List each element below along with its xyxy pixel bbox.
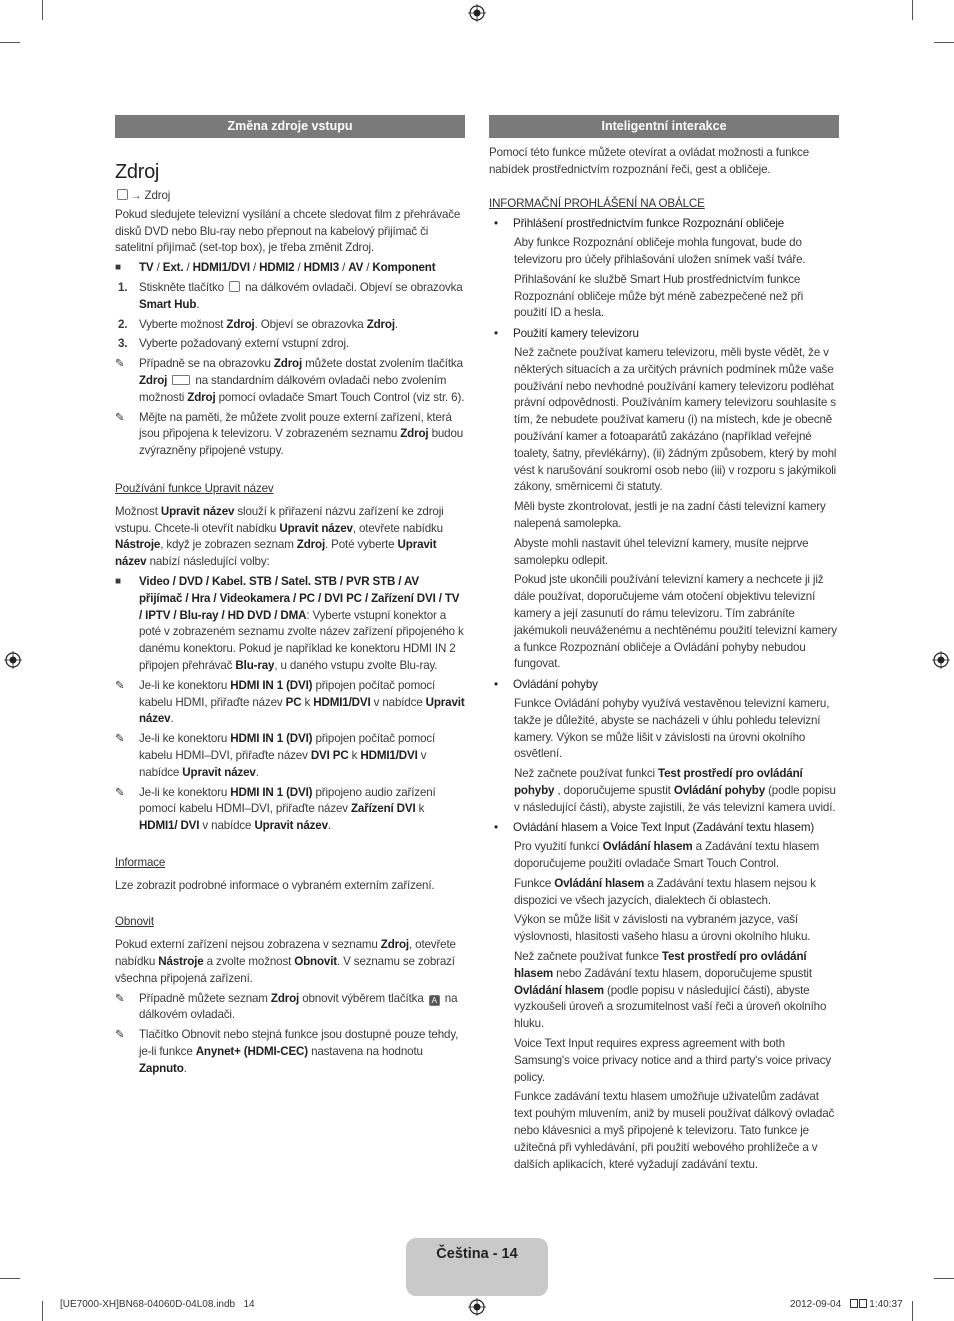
- note-pencil-icon: ✎: [115, 785, 125, 799]
- crop-mark: [912, 1301, 913, 1321]
- bullet-icon: •: [494, 217, 498, 231]
- face-login-p1: Aby funkce Rozpoznání obličeje mohla fungovat, bude do televizoru pro účely přihlašování uložen snímek vaší tváře.: [514, 236, 806, 266]
- clock-glyph-icon: [850, 1299, 858, 1308]
- note-3: ✎ Je-li ke konektoru HDMI IN 1 (DVI) připojen počítač pomocí kabelu HDMI, přiřaďte název PC k HDMI1/DVI v nabídce Upravit název.: [115, 678, 465, 726]
- crop-mark: [0, 1278, 20, 1279]
- voice-control-p2: Funkce Ovládání hlasem a Zadávání textu hlasem nejsou k dispozici ve všech jazycích, dialektech či oblastech.: [514, 876, 816, 907]
- sources-list-item: ■ TV / Ext. / HDMI1/DVI / HDMI2 / HDMI3 / AV / Komponent: [115, 260, 465, 277]
- menu-path: → Zdroj: [115, 188, 465, 205]
- registration-mark-icon: [468, 4, 486, 22]
- note-4: ✎ Je-li ke konektoru HDMI IN 1 (DVI) připojen počítač pomocí kabelu HDMI–DVI, přiřaďte název DVI PC k HDMI1/DVI v nabídce Upravit název.: [115, 732, 436, 779]
- step-3: 3. Vyberte požadovaný externí vstupní zdroj.: [118, 337, 349, 351]
- crop-mark: [912, 0, 913, 20]
- bullet-voice-control: • Ovládání hlasem a Voice Text Input (Zadávání textu hlasem): [489, 820, 839, 837]
- note-6: ✎ Případně můžete seznam Zdroj obnovit výběrem tlačítka A na dálkovém ovladači.: [115, 991, 458, 1022]
- voice-control-p3: Výkon se může lišit v závislosti na vybraném jazyce, vaší výslovnosti, hlasitosti vašeho hlasu a úrovni okolního hluku.: [514, 913, 811, 944]
- crop-mark: [934, 1278, 954, 1279]
- registration-mark-icon: [932, 651, 950, 669]
- info-heading: Informace: [115, 855, 166, 869]
- motion-control-p2: Než začnete používat funkci Test prostředí pro ovládání pohyby , doporučujeme spustit Ovládání pohyby (podle popisu v následující části), abyste zajistili, že vás televizní kamera uvidí.: [514, 767, 836, 814]
- bullet-icon: •: [494, 678, 498, 692]
- device-list-item: ■ Video / DVD / Kabel. STB / Satel. STB / PVR STB / AV přijímač / Hra / Videokamera / PC / DVI PC / Zařízení DVI / TV / IPTV / Blu-ray / HD DVD / DMA: Vyberte vstupní konektor a poté v zobrazeném seznamu zvolte název zařízení připojeného k danému konektoru. Pokud je například ke konektoru HDMI IN 2 připojen přehrávač Blu-ray, u daného vstupu zvolte Blu-ray.: [115, 574, 464, 672]
- note-pencil-icon: ✎: [115, 357, 125, 371]
- bullet-icon: •: [494, 327, 498, 341]
- source-key-icon: [172, 375, 190, 385]
- tv-camera-p2: Měli byste zkontrolovat, jestli je na zadní části televizní kamery nalepená samolepka.: [514, 500, 826, 530]
- print-timestamp: 2012-09-04 1:40:37: [790, 1299, 903, 1310]
- info-text: Lze zobrazit podrobné informace o vybraném externím zařízení.: [115, 878, 435, 892]
- bullet-face-login: • Přihlášení prostřednictvím funkce Rozpoznání obličeje: [489, 216, 839, 233]
- voice-control-p6: Funkce zadávání textu hlasem umožňuje uživatelům zadávat text pouhým mluvením, aniž by museli používat dálkový ovladač nebo klávesnici a myš připojené k televizoru. Tato funkce je užitečná při vyhledávání, při použití webového prohlížeče a v dalších aplikacích, které vyžadují zadávání textu.: [514, 1090, 835, 1171]
- note-pencil-icon: ✎: [115, 991, 125, 1005]
- registration-mark-icon: [4, 651, 22, 669]
- voice-control-p4: Než začnete používat funkce Test prostředí pro ovládání hlasem nebo Zadávání textu hlasem, doporučujeme spustit Ovládání hlasem (podle popisu v následující části), abyste vyzkoušeli úroveň a srozumitelnost vaší řeči a úroveň okolního hluku.: [514, 950, 827, 1031]
- tv-camera-p1: Než začnete používat kameru televizoru, měli byste vědět, že v některých situacích a za určitých právních podmínek může vaše používání nebo nevhodné používání kamery televizoru podléhat právní odpovědnosti. Používáním kamery televizoru souhlasíte s tím, že nebudete používat kameru (i) na místech, kde je obecně používání kamer a fotoaparátů zakázáno (například veřejné toalety, šatny, převlékárny), (ii) žádným způsobem, který by mohl vést k narušování soukromí osob nebo (iii) v rozporu s jakýmikoli zákony, směrnicemi či statuty.: [514, 345, 837, 494]
- bullet-icon: •: [494, 821, 498, 835]
- refresh-heading: Obnovit: [115, 915, 154, 929]
- left-column: [115, 115, 465, 1081]
- voice-control-p1: Pro využití funkcí Ovládání hlasem a Zadávání textu hlasem doporučujeme použití ovladače Smart Touch Control.: [514, 840, 820, 871]
- file-info: [UE7000-XH]BN68-04060D-04L08.indb 14: [60, 1299, 255, 1310]
- edit-name-heading: Používání funkce Upravit název: [115, 481, 274, 495]
- voice-control-p5: Voice Text Input requires express agreement with both Samsung's voice privacy notice and a third party's voice privacy policy.: [514, 1037, 832, 1084]
- refresh-text: Pokud externí zařízení nejsou zobrazena v seznamu Zdroj, otevřete nabídku Nástroje a zvolte možnost Obnovit. V seznamu se zobrazí všechna připojená zařízení.: [115, 938, 456, 985]
- disclosure-heading: INFORMAČNÍ PROHLÁŠENÍ NA OBÁLCE: [489, 196, 705, 210]
- clock-glyph-icon: [859, 1299, 867, 1308]
- note-1: ✎ Případně se na obrazovku Zdroj můžete dostat zvolením tlačítka Zdroj na standardním dálkovém ovladači nebo zvolením možnosti Zdroj pomocí ovladače Smart Touch Control (viz str. 6).: [115, 357, 465, 404]
- note-2: ✎ Mějte na paměti, že můžete zvolit pouze externí zařízení, která jsou připojena k televizoru. V zobrazeném seznamu Zdroj budou zvýrazněny připojené vstupy.: [115, 410, 464, 458]
- smart-interaction-intro: Pomocí této funkce můžete otevírat a ovládat možnosti a funkce nabídek prostřednictvím rozpoznání řeči, gest a obličeje.: [489, 146, 810, 176]
- step-2: 2. Vyberte možnost Zdroj. Objeví se obrazovka Zdroj.: [118, 317, 398, 331]
- page-title: Zdroj: [115, 161, 160, 183]
- step-1: 1. Stiskněte tlačítko na dálkovém ovladači. Objeví se obrazovka Smart Hub.: [118, 280, 463, 311]
- note-pencil-icon: ✎: [115, 732, 125, 746]
- tv-camera-p3: Abyste mohli nastavit úhel televizní kamery, musíte nejprve samolepku odlepit.: [514, 536, 809, 567]
- bullet-tv-camera: • Použití kamery televizoru: [489, 326, 839, 343]
- registration-mark-icon: [468, 1298, 486, 1316]
- menu-key-icon: [117, 189, 128, 200]
- tv-camera-p4: Pokud jste ukončili používání televizní kamery a nechcete ji již dále používat, doporučujeme vám otočení objektivu televizní kamery a její zasunutí do rámu televizoru. Tím zabráníte jakémukoli neuváženému a nechtěnému použití televizní kamery a funkce Rozpoznání obličeje a Ovládání pohyby nebudou fungovat.: [514, 573, 837, 671]
- crop-mark: [42, 1301, 43, 1321]
- note-pencil-icon: ✎: [115, 1028, 125, 1042]
- crop-mark: [42, 0, 43, 20]
- intro-paragraph: Pokud sledujete televizní vysílání a chcete sledovat film z přehrávače disků DVD nebo Blu-ray nebo přepnout na kabelový přijímač či satelitní přijímač (set-top box), je třeba změnit Zdroj.: [115, 207, 461, 255]
- square-bullet-icon: ■: [115, 575, 121, 587]
- edit-name-intro: Možnost Upravit název slouží k přiřazení názvu zařízení ke zdroji vstupu. Chcete-li otevřít nabídku Upravit název, otevřete nabídku Nástroje, když je zobrazen seznam Zdroj. Poté vyberte Upravit název nabízí následující volby:: [115, 504, 444, 569]
- menu-key-icon: [229, 281, 240, 292]
- note-5: ✎ Je-li ke konektoru HDMI IN 1 (DVI) připojeno audio zařízení pomocí kabelu HDMI–DVI, přiřaďte název Zařízení DVI k HDMI1/ DVI v nabídce Upravit název.: [115, 785, 436, 833]
- a-button-icon: A: [429, 995, 440, 1006]
- bullet-motion-control: • Ovládání pohyby: [489, 677, 839, 694]
- motion-control-p1: Funkce Ovládání pohyby využívá vestavěnou televizní kameru, takže je důležité, abyste se nacházeli v úhlu pohledu televizní kamery. Výkon se může lišit v závislosti na úrovni okolního osvětlení.: [514, 696, 830, 761]
- section-header-smart-interaction: Inteligentní interakce: [489, 115, 839, 138]
- right-column: [489, 115, 839, 1176]
- crop-mark: [0, 42, 20, 43]
- page-number: Čeština - 14: [436, 1246, 518, 1262]
- note-pencil-icon: ✎: [115, 678, 125, 692]
- section-header-source: Změna zdroje vstupu: [115, 115, 465, 138]
- face-login-p2: Přihlašování ke službě Smart Hub prostřednictvím funkce Rozpoznání obličeje může být méně zabezpečené než při použití ID a hesla.: [514, 272, 804, 320]
- note-pencil-icon: ✎: [115, 410, 125, 424]
- note-7: ✎ Tlačítko Obnovit nebo stejná funkce jsou dostupné pouze tehdy, je-li funkce Anynet+ (HDMI-CEC) nastavena na hodnotu Zapnuto.: [115, 1028, 459, 1075]
- square-bullet-icon: ■: [115, 262, 121, 274]
- crop-mark: [934, 42, 954, 43]
